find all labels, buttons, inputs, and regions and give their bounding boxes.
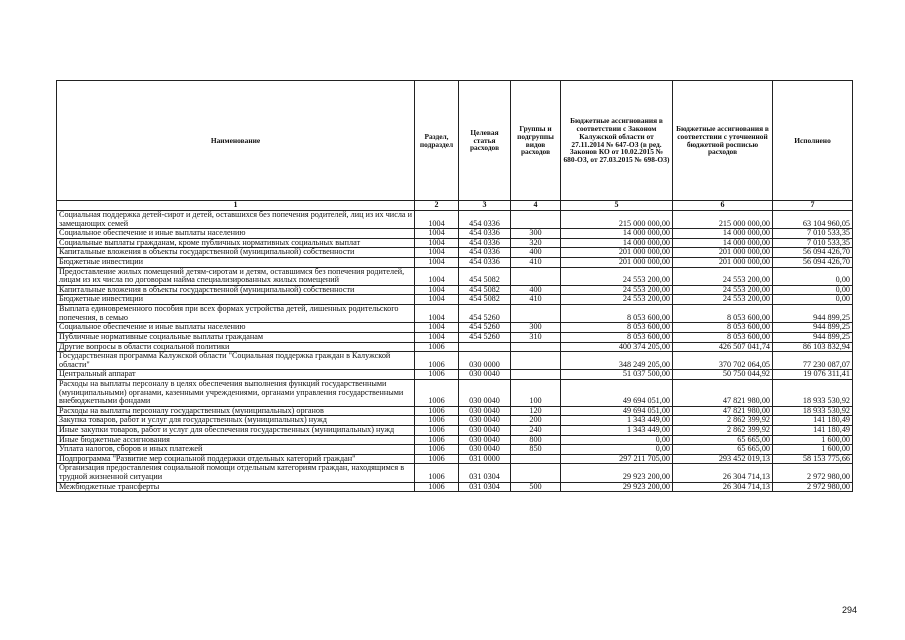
column-number-row <box>57 201 853 211</box>
row-name: Социальная поддержка детей-сирот и детей, оставшихся без попечения родителей, лиц из их числа и замещающих семей <box>57 211 415 229</box>
row-name: Расходы на выплаты персоналу государственных (муниципальных) органов <box>57 406 415 416</box>
row-section: 1006 <box>415 379 459 406</box>
table-row <box>57 285 853 295</box>
header-executed: Исполнено <box>773 81 853 201</box>
row-executed: 56 094 426,70 <box>773 258 853 268</box>
row-group: 300 <box>511 323 561 333</box>
row-group <box>511 305 561 323</box>
budget-table <box>56 80 853 492</box>
column-number: 2 <box>415 201 459 211</box>
row-budget-spec: 26 304 714,13 <box>673 482 773 492</box>
row-budget-law: 8 053 600,00 <box>561 332 673 342</box>
row-executed: 7 010 533,35 <box>773 229 853 239</box>
row-budget-law: 24 553 200,00 <box>561 285 673 295</box>
row-budget-law: 8 053 600,00 <box>561 323 673 333</box>
row-section: 1004 <box>415 229 459 239</box>
row-group: 320 <box>511 238 561 248</box>
row-name: Организация предоставления социальной помощи отдельным категориям граждан, находящимся в трудной жизненной ситуации <box>57 464 415 482</box>
column-number: 7 <box>773 201 853 211</box>
table-row <box>57 406 853 416</box>
header-groups: Группы и подгруппы видов расходов <box>511 81 561 201</box>
table-row <box>57 238 853 248</box>
row-target: 030 0040 <box>459 426 511 436</box>
row-executed: 86 103 832,94 <box>773 342 853 352</box>
row-executed: 944 899,25 <box>773 332 853 342</box>
row-target: 454 0336 <box>459 258 511 268</box>
column-number: 6 <box>673 201 773 211</box>
row-target: 030 0040 <box>459 406 511 416</box>
row-executed: 2 972 980,00 <box>773 464 853 482</box>
table-row <box>57 267 853 285</box>
row-target: 031 0000 <box>459 454 511 464</box>
row-section: 1006 <box>415 342 459 352</box>
row-group: 410 <box>511 258 561 268</box>
row-group: 120 <box>511 406 561 416</box>
row-target: 454 5082 <box>459 295 511 305</box>
row-budget-spec: 201 000 000,00 <box>673 258 773 268</box>
table-row <box>57 482 853 492</box>
row-budget-law: 14 000 000,00 <box>561 229 673 239</box>
row-executed: 2 972 980,00 <box>773 482 853 492</box>
row-target: 454 5260 <box>459 305 511 323</box>
table-row <box>57 454 853 464</box>
row-group: 850 <box>511 445 561 455</box>
header-budget-law: Бюджетные ассигнования в соответствии с Законом Калужской области от 27.11.2014 № 647-ОЗ (в ред. Законов КО от 10.02.2015 № 680-ОЗ, от 27.03.2015 № 698-ОЗ) <box>561 81 673 201</box>
row-name: Иные бюджетные ассигнования <box>57 435 415 445</box>
row-budget-law: 51 037 500,00 <box>561 370 673 380</box>
row-budget-spec: 370 702 064,05 <box>673 352 773 370</box>
row-budget-law: 24 553 200,00 <box>561 295 673 305</box>
row-name: Предоставление жилых помещений детям-сиротам и детям, оставшимся без попечения родителей, лицам из их числа по договорам найма специализированных жилых помещений <box>57 267 415 285</box>
row-budget-spec: 47 821 980,00 <box>673 406 773 416</box>
row-executed: 0,00 <box>773 285 853 295</box>
row-section: 1006 <box>415 370 459 380</box>
row-executed: 1 600,00 <box>773 435 853 445</box>
table-body <box>57 211 853 492</box>
row-budget-law: 29 923 200,00 <box>561 464 673 482</box>
row-executed: 944 899,25 <box>773 323 853 333</box>
row-budget-law: 8 053 600,00 <box>561 305 673 323</box>
row-group: 410 <box>511 295 561 305</box>
row-group: 200 <box>511 416 561 426</box>
row-section: 1004 <box>415 285 459 295</box>
table-row <box>57 445 853 455</box>
row-budget-law: 0,00 <box>561 435 673 445</box>
row-executed: 0,00 <box>773 295 853 305</box>
row-target: 454 0336 <box>459 248 511 258</box>
row-target: 454 5260 <box>459 332 511 342</box>
row-section: 1006 <box>415 426 459 436</box>
row-budget-spec: 2 862 399,92 <box>673 416 773 426</box>
row-executed: 56 094 426,70 <box>773 248 853 258</box>
row-budget-law: 201 000 000,00 <box>561 248 673 258</box>
row-group <box>511 211 561 229</box>
table-row <box>57 258 853 268</box>
row-executed: 141 180,49 <box>773 426 853 436</box>
row-budget-law: 14 000 000,00 <box>561 238 673 248</box>
row-section: 1006 <box>415 416 459 426</box>
row-budget-spec: 24 553 200,00 <box>673 267 773 285</box>
header-section: Раздел, подраздел <box>415 81 459 201</box>
row-section: 1004 <box>415 238 459 248</box>
row-target: 454 5082 <box>459 267 511 285</box>
table-row <box>57 229 853 239</box>
row-name: Выплата единовременного пособия при всех формах устройства детей, лишенных родительского попечения, в семью <box>57 305 415 323</box>
row-name: Закупка товаров, работ и услуг для государственных (муниципальных) нужд <box>57 416 415 426</box>
row-executed: 18 933 530,92 <box>773 379 853 406</box>
row-name: Социальные выплаты гражданам, кроме публичных нормативных социальных выплат <box>57 238 415 248</box>
row-budget-spec: 26 304 714,13 <box>673 464 773 482</box>
row-budget-spec: 65 665,00 <box>673 445 773 455</box>
row-group <box>511 352 561 370</box>
column-number: 3 <box>459 201 511 211</box>
row-budget-spec: 47 821 980,00 <box>673 379 773 406</box>
row-target: 454 0336 <box>459 238 511 248</box>
row-group: 300 <box>511 229 561 239</box>
row-executed: 58 153 775,66 <box>773 454 853 464</box>
table-row <box>57 323 853 333</box>
row-budget-spec: 8 053 600,00 <box>673 305 773 323</box>
row-target: 030 0040 <box>459 445 511 455</box>
row-budget-law: 215 000 000,00 <box>561 211 673 229</box>
column-number: 5 <box>561 201 673 211</box>
row-section: 1004 <box>415 258 459 268</box>
table-row <box>57 342 853 352</box>
row-budget-spec: 2 862 399,92 <box>673 426 773 436</box>
row-group <box>511 464 561 482</box>
row-executed: 944 899,25 <box>773 305 853 323</box>
row-group: 100 <box>511 379 561 406</box>
row-budget-spec: 14 000 000,00 <box>673 238 773 248</box>
page-number: 294 <box>842 605 858 615</box>
row-target: 454 0336 <box>459 229 511 239</box>
row-name: Бюджетные инвестиции <box>57 258 415 268</box>
table-row <box>57 435 853 445</box>
row-budget-law: 0,00 <box>561 445 673 455</box>
row-section: 1004 <box>415 323 459 333</box>
row-executed: 7 010 533,35 <box>773 238 853 248</box>
row-section: 1006 <box>415 406 459 416</box>
row-section: 1006 <box>415 464 459 482</box>
table-row <box>57 295 853 305</box>
row-budget-spec: 24 553 200,00 <box>673 285 773 295</box>
row-executed: 0,00 <box>773 267 853 285</box>
row-budget-law: 49 694 051,00 <box>561 406 673 416</box>
row-group: 400 <box>511 248 561 258</box>
row-name: Капитальные вложения в объекты государственной (муниципальной) собственности <box>57 248 415 258</box>
row-group <box>511 370 561 380</box>
table-row <box>57 464 853 482</box>
row-executed: 141 180,49 <box>773 416 853 426</box>
row-group: 500 <box>511 482 561 492</box>
row-budget-law: 297 211 705,00 <box>561 454 673 464</box>
row-budget-spec: 14 000 000,00 <box>673 229 773 239</box>
row-budget-spec: 8 053 600,00 <box>673 323 773 333</box>
row-executed: 77 230 087,07 <box>773 352 853 370</box>
row-section: 1006 <box>415 445 459 455</box>
row-target: 030 0000 <box>459 352 511 370</box>
column-number: 4 <box>511 201 561 211</box>
row-name: Государственная программа Калужской области "Социальная поддержка граждан в Калужской области" <box>57 352 415 370</box>
table-row <box>57 370 853 380</box>
row-budget-law: 29 923 200,00 <box>561 482 673 492</box>
row-budget-spec: 215 000 000,00 <box>673 211 773 229</box>
row-target: 454 5260 <box>459 323 511 333</box>
header-target: Целевая статья расходов <box>459 81 511 201</box>
row-budget-spec: 293 452 019,13 <box>673 454 773 464</box>
row-budget-spec: 50 750 044,92 <box>673 370 773 380</box>
row-executed: 18 933 530,92 <box>773 406 853 416</box>
column-number: 1 <box>57 201 415 211</box>
row-section: 1006 <box>415 454 459 464</box>
row-budget-law: 201 000 000,00 <box>561 258 673 268</box>
row-budget-law: 49 694 051,00 <box>561 379 673 406</box>
row-section: 1006 <box>415 435 459 445</box>
row-target: 031 0304 <box>459 464 511 482</box>
row-name: Подпрограмма "Развитие мер социальной поддержки отдельных категорий граждан" <box>57 454 415 464</box>
row-target: 030 0040 <box>459 370 511 380</box>
row-budget-spec: 426 507 041,74 <box>673 342 773 352</box>
row-group: 400 <box>511 285 561 295</box>
row-name: Иные закупки товаров, работ и услуг для обеспечения государственных (муниципальных) нужд <box>57 426 415 436</box>
table-row <box>57 248 853 258</box>
row-budget-law: 1 343 449,00 <box>561 426 673 436</box>
table-row <box>57 416 853 426</box>
row-section: 1004 <box>415 267 459 285</box>
row-budget-spec: 24 553 200,00 <box>673 295 773 305</box>
row-section: 1004 <box>415 332 459 342</box>
row-budget-law: 400 374 205,00 <box>561 342 673 352</box>
row-target: 030 0040 <box>459 416 511 426</box>
row-name: Бюджетные инвестиции <box>57 295 415 305</box>
row-executed: 63 104 960,05 <box>773 211 853 229</box>
row-name: Уплата налогов, сборов и иных платежей <box>57 445 415 455</box>
table-row <box>57 379 853 406</box>
row-group <box>511 267 561 285</box>
row-target: 031 0304 <box>459 482 511 492</box>
header-name: Наименование <box>57 81 415 201</box>
row-section: 1004 <box>415 211 459 229</box>
header-row <box>57 81 853 201</box>
row-section: 1004 <box>415 295 459 305</box>
row-group <box>511 454 561 464</box>
row-group: 800 <box>511 435 561 445</box>
table-row <box>57 426 853 436</box>
row-budget-spec: 65 665,00 <box>673 435 773 445</box>
row-budget-law: 348 249 205,00 <box>561 352 673 370</box>
row-budget-spec: 8 053 600,00 <box>673 332 773 342</box>
row-target: 454 0336 <box>459 211 511 229</box>
row-target <box>459 342 511 352</box>
row-name: Расходы на выплаты персоналу в целях обеспечения выполнения функций государственными (муниципальными) органами, казенными учреждениями, органами управления государственными внебюджетными фондами <box>57 379 415 406</box>
row-budget-law: 1 343 449,00 <box>561 416 673 426</box>
row-group: 240 <box>511 426 561 436</box>
header-budget-spec: Бюджетные ассигнования в соответствии с уточненной бюджетной росписью расходов <box>673 81 773 201</box>
table-row <box>57 352 853 370</box>
table-row <box>57 211 853 229</box>
row-name: Публичные нормативные социальные выплаты гражданам <box>57 332 415 342</box>
table-row <box>57 332 853 342</box>
row-group <box>511 342 561 352</box>
row-name: Социальное обеспечение и иные выплаты населению <box>57 229 415 239</box>
row-name: Капитальные вложения в объекты государственной (муниципальной) собственности <box>57 285 415 295</box>
row-target: 030 0040 <box>459 379 511 406</box>
row-budget-law: 24 553 200,00 <box>561 267 673 285</box>
row-name: Социальное обеспечение и иные выплаты населению <box>57 323 415 333</box>
row-section: 1006 <box>415 482 459 492</box>
row-executed: 1 600,00 <box>773 445 853 455</box>
table-row <box>57 305 853 323</box>
row-name: Межбюджетные трансферты <box>57 482 415 492</box>
row-section: 1004 <box>415 248 459 258</box>
row-executed: 19 076 311,41 <box>773 370 853 380</box>
row-budget-spec: 201 000 000,00 <box>673 248 773 258</box>
row-section: 1006 <box>415 352 459 370</box>
row-target: 454 5082 <box>459 285 511 295</box>
row-target: 030 0040 <box>459 435 511 445</box>
row-group: 310 <box>511 332 561 342</box>
row-name: Другие вопросы в области социальной политики <box>57 342 415 352</box>
row-name: Центральный аппарат <box>57 370 415 380</box>
row-section: 1004 <box>415 305 459 323</box>
